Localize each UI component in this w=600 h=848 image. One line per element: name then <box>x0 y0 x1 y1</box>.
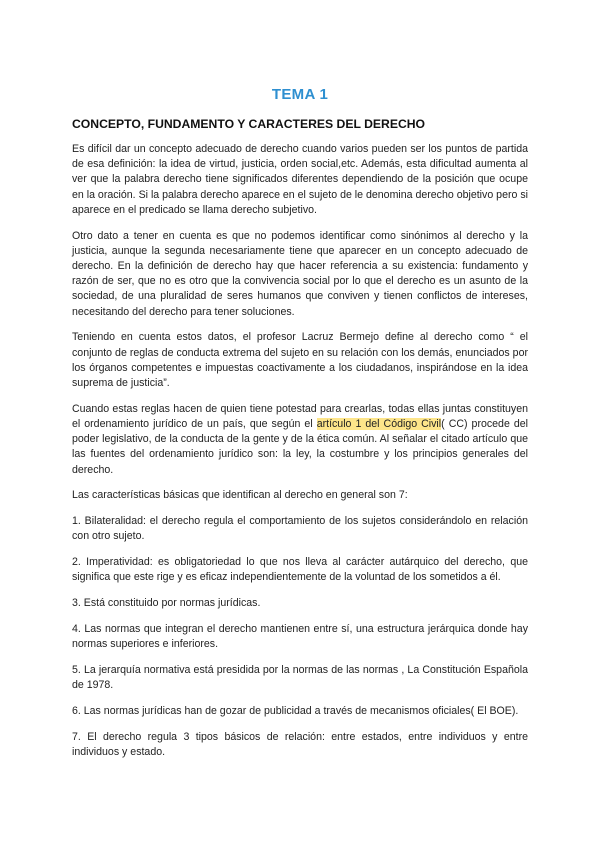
paragraph-4-start: Cuando estas reglas hacen de quien tiene potestad para crearlas, todas ellas juntas constituyen el ordenamiento jurídico de un país, que según el <box>72 402 528 431</box>
list-item-3: 3. Está constituido por normas jurídicas. <box>72 597 261 610</box>
list-item-7: 7. El derecho regula 3 tipos básicos de relación: entre estados, entre individuos y entre individuos y estado. <box>72 730 528 759</box>
list-item-1: 1. Bilateralidad: el derecho regula el comportamiento de los sujetos considerándolo en relación con otro sujeto. <box>72 515 528 543</box>
paragraph-4 <box>72 402 528 478</box>
page-title: TEMA 1 <box>271 86 329 103</box>
list-item-4: 4. Las normas que integran el derecho mantienen entre sí, una estructura jerárquica donde hay normas superiores e inferiores. <box>72 623 528 651</box>
paragraph-2: Otro dato a tener en cuenta es que no podemos identificar como sinónimos al derecho y la justicia, aunque la segunda necesariamente tiene que aparecer en un concepto adecuado de derecho. En la definición de derecho hay que hacer referencia a su existencia: fundamento y razón de ser, que no es otro que la convivencia social por lo que el derecho es un asunto de la sociedad, de una pluralidad de seres humanos que conviven y tienen conflictos de intereses, necesitando del derecho para tener soluciones. <box>72 229 528 318</box>
list-item-2: 2. Imperatividad: es obligatoriedad lo que nos lleva al carácter autárquico del derecho, que significa que este rige y es eficaz independientemente de la voluntad de los sometidos a él. <box>72 556 528 584</box>
paragraph-4-end: ( CC) procede del poder legislativo, de la conducta de la gente y de la ética común. Al señalar el citado artículo que las fuentes del ordenamiento jurídico son: la ley, la costumbre y los principios generales del derecho. <box>72 418 529 476</box>
document-body <box>72 142 528 771</box>
section-heading: CONCEPTO, FUNDAMENTO Y CARACTERES DEL DERECHO <box>72 117 426 131</box>
highlighted-reference: artículo 1 del Código Civil <box>316 418 442 431</box>
paragraph-3: Teniendo en cuenta estos datos, el profesor Lacruz Bermejo define al derecho como “ el conjunto de reglas de conducta extrema del sujeto en su relación con los demás, enunciados por los órganos competentes e impuestas coactivamente a los ciudadanos, inspirándose en la idea suprema de justicia”. <box>72 331 528 390</box>
list-item-5: 5. La jerarquía normativa está presidida por la normas de las normas , La Constitución Española de 1978. <box>72 664 528 692</box>
list-item-6: 6. Las normas jurídicas han de gozar de publicidad a través de mecanismos oficiales( El BOE). <box>72 705 519 718</box>
paragraph-1: Es difícil dar un concepto adecuado de derecho cuando varios pueden ser los puntos de partida de esa definición: la idea de virtud, justicia, orden social,etc. Además, esta dificultad aumenta al ver que la palabra derecho tiene significados diferentes dependiendo de la posición que ocupe en la oración. Si la palabra derecho aparece en el sujeto de le denomina derecho objetivo pero si aparece en el predicado se llama derecho subjetivo. <box>72 143 528 216</box>
paragraph-5: Las características básicas que identifican al derecho en general son 7: <box>72 489 408 502</box>
